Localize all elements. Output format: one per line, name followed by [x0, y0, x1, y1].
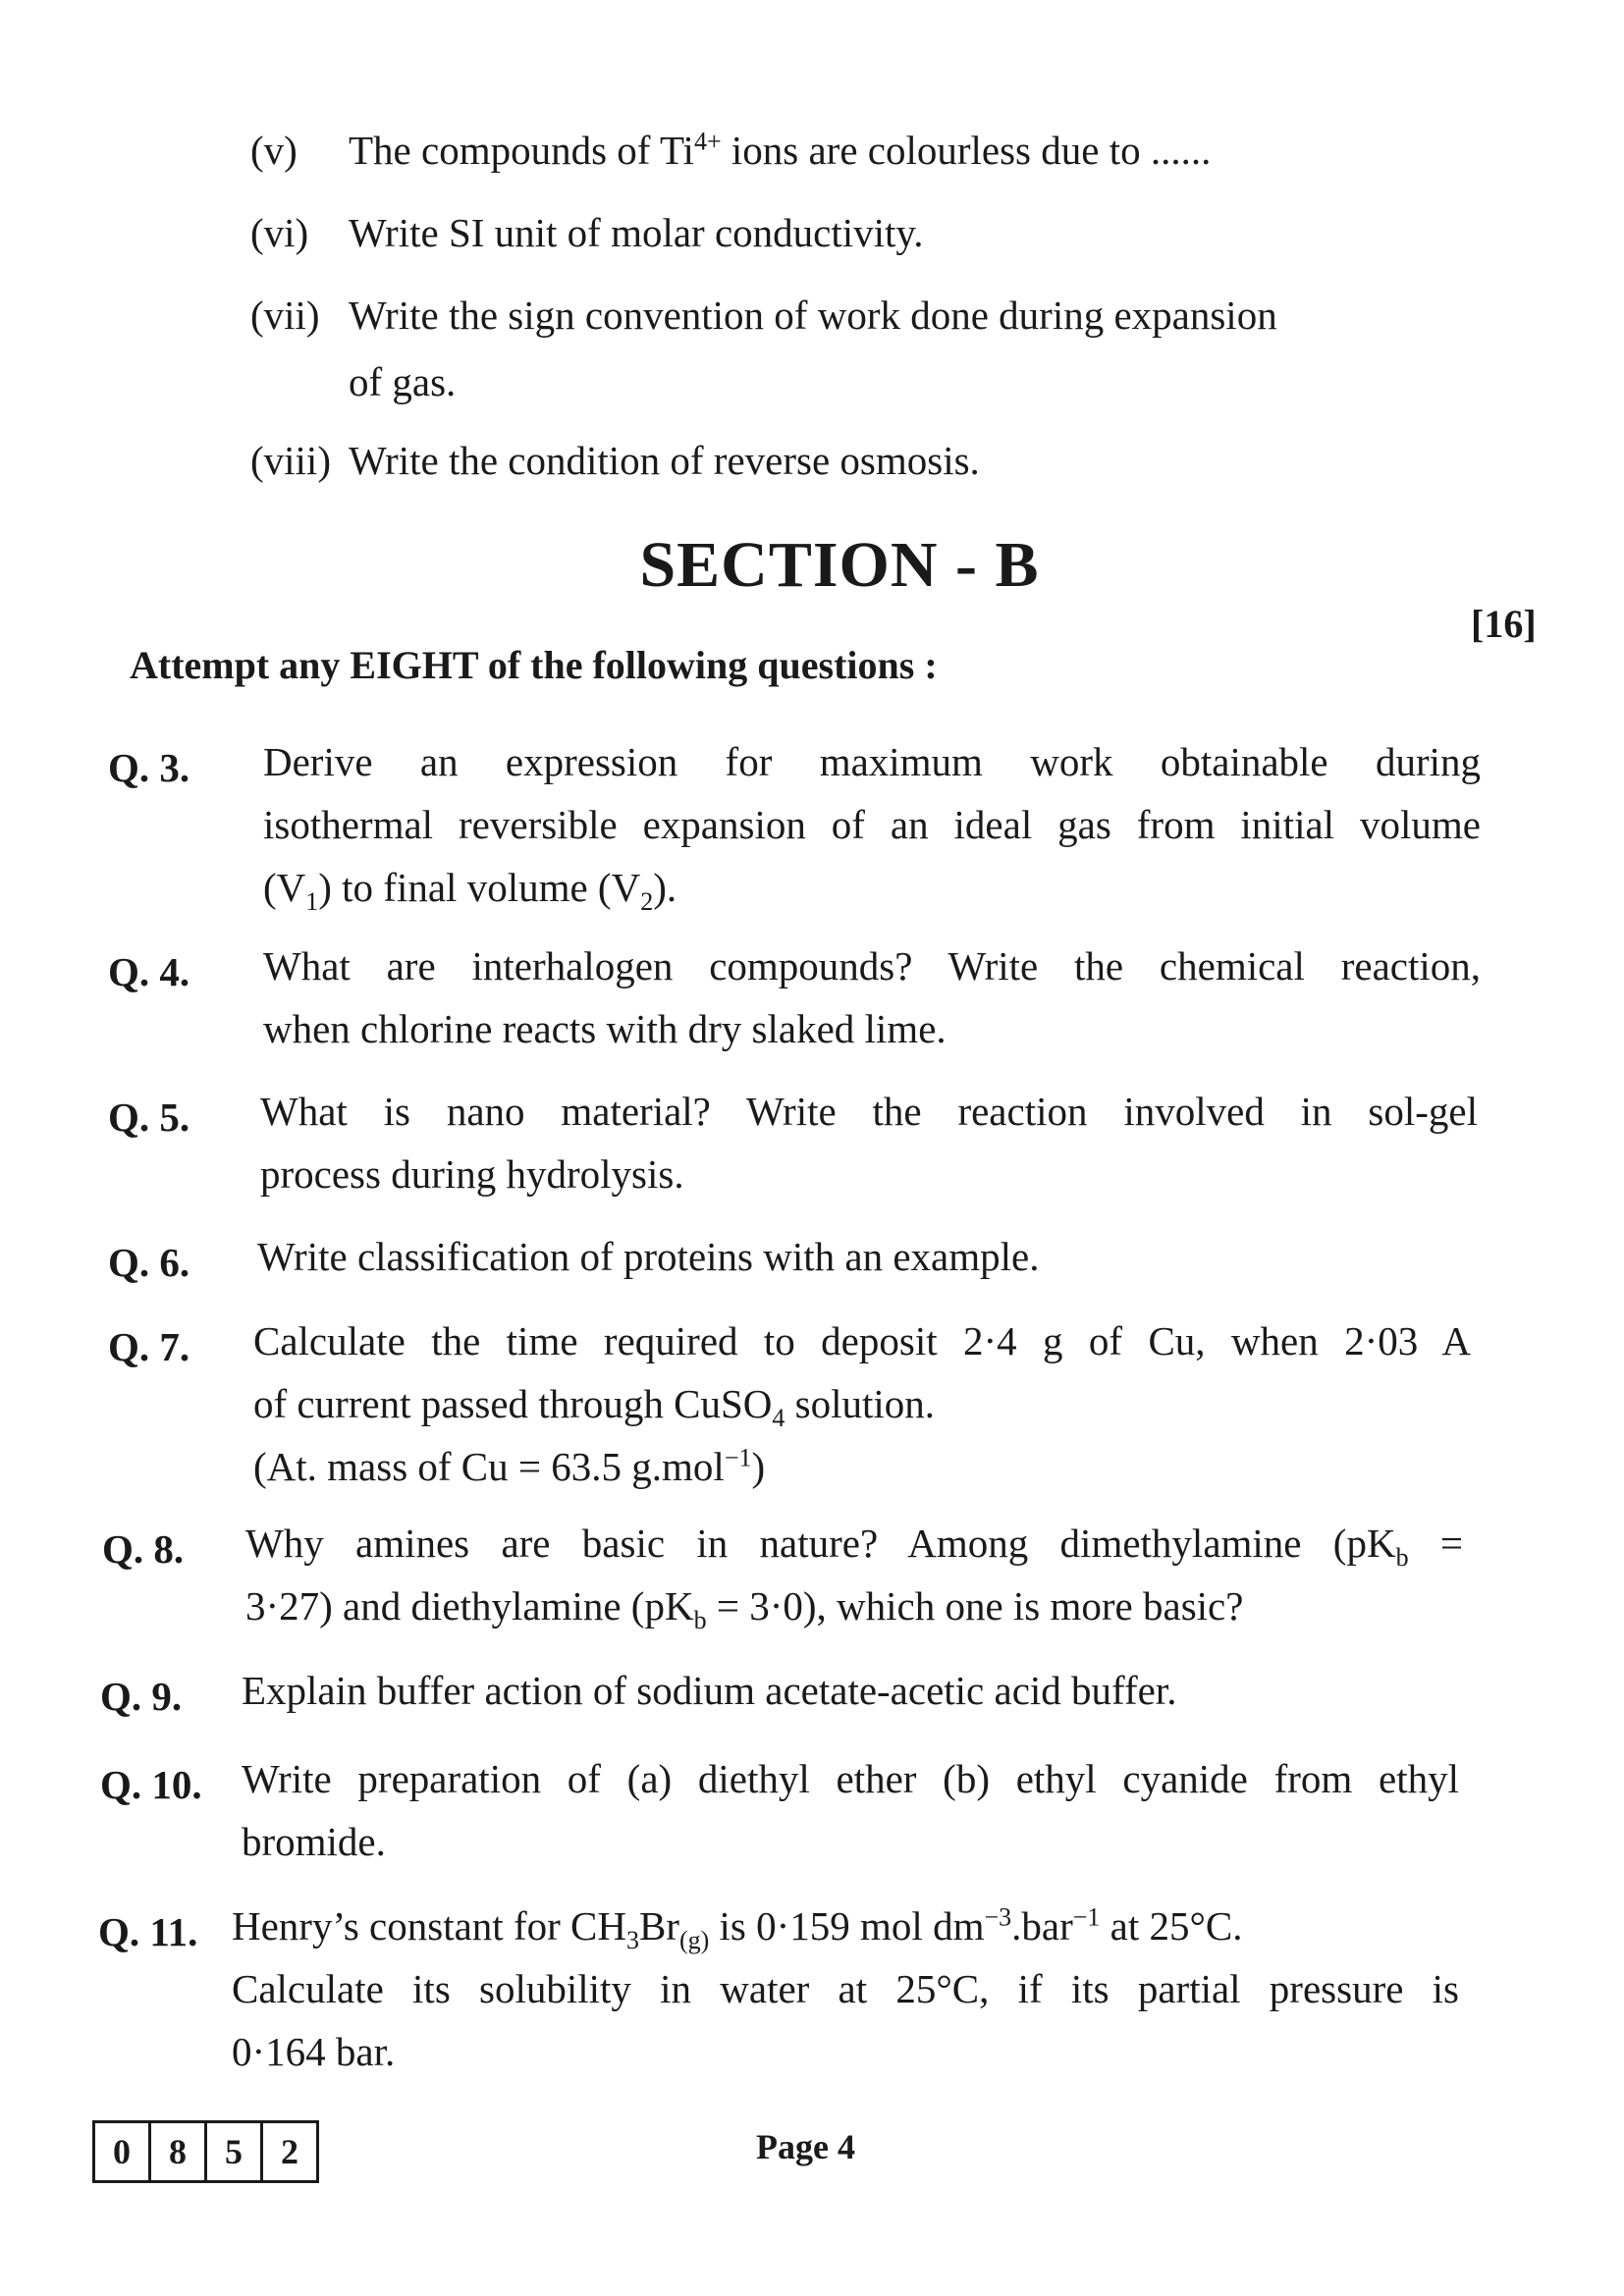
question-line: What are interhalogen compounds? Write the chemical reaction, [263, 943, 1481, 988]
text: (V [263, 865, 306, 910]
question-number: Q. 6. [108, 1240, 190, 1285]
text: at 25°C. [1100, 1903, 1243, 1949]
question-number: Q. 5. [108, 1095, 190, 1140]
question-line: when chlorine reacts with dry slaked lime. [263, 1006, 947, 1051]
paper-code-box [92, 2120, 319, 2183]
item-text: Write SI unit of molar conductivity. [349, 210, 924, 255]
question-body [260, 1080, 1478, 1205]
question-line [232, 1895, 1459, 1957]
question-number: Q. 4. [108, 949, 190, 994]
text: is 0·159 mol dm [709, 1903, 985, 1949]
question-number: Q. 11. [98, 1909, 198, 1954]
item-vii [250, 291, 1409, 340]
question-body [245, 1512, 1463, 1637]
question-line [253, 1372, 1471, 1435]
question-line: Derive an expression for maximum work obtainable during [263, 739, 1481, 784]
item-text: The compounds of Ti [349, 128, 694, 173]
item-text: Write the condition of reverse osmosis. [349, 438, 980, 483]
section-instruction: Attempt any EIGHT of the following questions : [130, 643, 938, 687]
question-number: Q. 7. [108, 1324, 190, 1369]
question-body [242, 1659, 1459, 1722]
item-number: (v) [250, 128, 298, 173]
superscript: −1 [1072, 1902, 1101, 1932]
question-number: Q. 8. [102, 1526, 185, 1572]
item-number: (vi) [250, 210, 309, 255]
superscript: −1 [724, 1443, 752, 1472]
item-viii [250, 436, 1409, 485]
item-text: ions are colourless due to ...... [721, 128, 1212, 173]
question-line: 0·164 bar. [232, 2029, 396, 2074]
question-line [245, 1512, 1463, 1575]
text: of current passed through CuSO [253, 1381, 773, 1426]
text: = 3·0), which one is more basic? [706, 1583, 1244, 1629]
section-marks: [16] [1471, 602, 1537, 646]
question-body [263, 730, 1481, 919]
question-line: process during hydrolysis. [260, 1151, 684, 1197]
code-digit: 2 [281, 2132, 298, 2171]
question-line: bromide. [242, 1819, 386, 1864]
question-line [253, 1435, 1471, 1498]
question-body [253, 1309, 1471, 1498]
text: ). [653, 865, 677, 910]
subscript: b [1395, 1543, 1409, 1573]
text: Why amines are basic in nature? Among dimethylamine (pK [245, 1521, 1396, 1566]
text: solution. [785, 1381, 935, 1426]
question-line: Explain buffer action of sodium acetate-acetic acid buffer. [242, 1668, 1177, 1713]
code-digit: 0 [95, 2123, 151, 2180]
item-v [250, 126, 1409, 175]
question-line: Calculate the time required to deposit 2·4 g of Cu, when 2·03 A [253, 1318, 1471, 1363]
question-line: isothermal reversible expansion of an ideal gas from initial volume [263, 802, 1481, 847]
question-line: What is nano material? Write the reaction involved in sol-gel [260, 1089, 1478, 1134]
item-vi [250, 208, 1409, 257]
text: ) to final volume (V [318, 865, 641, 910]
superscript: 4+ [693, 127, 722, 156]
text: ) [751, 1444, 766, 1489]
superscript: −3 [984, 1902, 1012, 1932]
item-number: (viii) [250, 438, 331, 483]
question-line: Calculate its solubility in water at 25°C, if its partial pressure is [232, 1966, 1459, 2011]
text: 3·27) and diethylamine (pK [245, 1583, 694, 1629]
page-number: Page 4 [756, 2127, 855, 2166]
question-body [242, 1747, 1459, 1873]
question-body [232, 1895, 1459, 2083]
item-vii-cont [250, 357, 1409, 406]
subscript: b [693, 1606, 707, 1635]
code-digit: 5 [207, 2123, 263, 2180]
text: .bar [1011, 1903, 1073, 1949]
question-body [257, 1225, 1475, 1288]
question-number: Q. 9. [100, 1674, 183, 1719]
question-number: Q. 3. [108, 745, 190, 790]
text: (At. mass of Cu = 63.5 g.mol [253, 1444, 725, 1489]
code-digit: 8 [151, 2123, 207, 2180]
question-line [245, 1575, 1463, 1637]
text: Henry’s constant for CH [232, 1903, 626, 1949]
subscript: 1 [305, 887, 319, 917]
item-number: (vii) [250, 293, 320, 338]
subscript: 3 [625, 1926, 639, 1955]
item-text: Write the sign convention of work done during expansion [349, 293, 1277, 338]
question-line: Write classification of proteins with an example. [257, 1234, 1040, 1279]
item-text: of gas. [349, 359, 457, 404]
subscript: 2 [640, 887, 654, 917]
text: Br [638, 1903, 679, 1949]
section-title: SECTION - B [639, 529, 1040, 601]
question-body [263, 934, 1481, 1060]
subscript: (g) [678, 1926, 710, 1955]
subscript: 4 [772, 1404, 785, 1433]
text: = [1408, 1521, 1464, 1566]
question-line [263, 856, 1481, 919]
question-number: Q. 10. [100, 1762, 202, 1807]
question-line: Write preparation of (a) diethyl ether (b) ethyl cyanide from ethyl [242, 1756, 1459, 1801]
